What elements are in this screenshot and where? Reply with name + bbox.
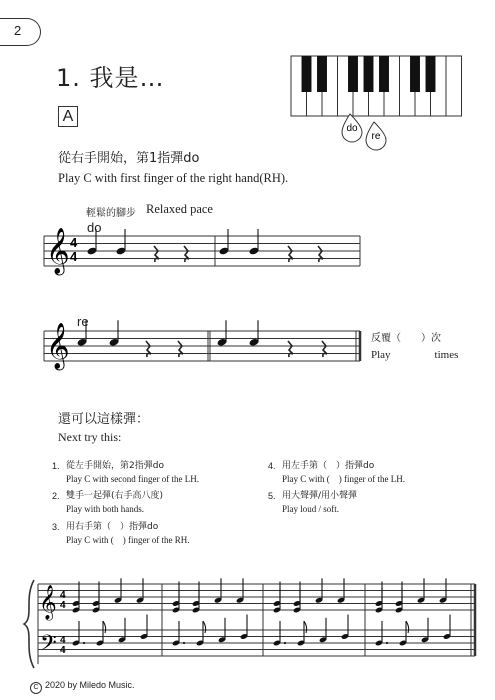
keyboard-illustration: [290, 54, 468, 142]
repeat-count-zh: 反覆（ ）次: [371, 333, 441, 344]
page-number: 2: [14, 23, 22, 38]
quarter-rest-icon: [178, 341, 183, 357]
tempo-marking-en: Relaxed pace: [146, 202, 213, 216]
grand-time-sig-bass-top: 4: [60, 635, 66, 646]
staff-2: [44, 325, 362, 369]
exercise-number: 4.: [268, 461, 276, 471]
grand-staff: [20, 578, 480, 670]
white-key: [446, 56, 462, 116]
instruction-en: Play C with first finger of the right hand(RH).: [58, 171, 289, 185]
exercise-item-5: [268, 490, 358, 516]
exercise-item-2: [52, 490, 164, 516]
exercise-en: Play C with second finger of the LH.: [66, 474, 199, 484]
grand-time-sig-treble-bottom: 4: [60, 600, 66, 611]
treble-clef-icon: 𝄞: [46, 229, 70, 273]
black-key: [317, 56, 327, 92]
page-number-tab: [0, 18, 41, 46]
quarter-rest-icon: [322, 341, 327, 357]
exercise-number: 2.: [52, 491, 60, 501]
copyright-text: 2020 by Miledo Music.: [45, 680, 135, 690]
dot: [83, 642, 85, 644]
staff2-note-label: re: [77, 314, 89, 329]
staff-2-lines: [44, 331, 360, 361]
exercise-en: Play loud / soft.: [282, 504, 340, 514]
exercise-en: Play C with ( ) finger of the RH.: [66, 535, 190, 545]
staff1-note-label: do: [87, 220, 102, 235]
time-signature-top: 4: [70, 235, 78, 250]
quarter-rest-icon: [184, 246, 189, 262]
staff-1: [44, 230, 362, 274]
treble-clef-icon: 𝄞: [39, 586, 57, 619]
copyright-icon: C: [30, 682, 42, 694]
grand-time-sig-treble-top: 4: [60, 590, 66, 601]
section-badge: A: [58, 106, 78, 127]
keyboard-white-keys: [291, 56, 462, 116]
black-key: [426, 56, 436, 92]
copyright-notice: [30, 680, 135, 694]
brace-icon: [24, 580, 34, 668]
lesson-title: 1. 我是…: [56, 64, 165, 92]
exercise-zh: 用大聲彈/用小聲彈: [282, 491, 358, 501]
bass-clef-icon: 𝄢: [40, 630, 57, 660]
tempo-marking-zh: 輕鬆的腳步: [86, 208, 136, 219]
keyboard-label-re: re: [371, 131, 381, 142]
quarter-rest-icon: [154, 246, 159, 262]
black-key: [302, 56, 312, 92]
dot: [386, 642, 388, 644]
exercise-number: 1.: [52, 461, 60, 471]
exercise-item-4: [268, 460, 405, 486]
staff-1-notes: [87, 229, 323, 262]
time-signature-bottom: 4: [70, 249, 78, 264]
exercise-zh: 雙手一起彈(右手高八度): [66, 491, 164, 501]
exercise-zh: 用左手第（ ）指彈do: [282, 461, 375, 471]
grand-staff-lines: [38, 584, 475, 656]
exercise-item-1: [52, 460, 199, 486]
black-key: [348, 56, 358, 92]
exercise-item-3: [52, 521, 190, 547]
quarter-rest-icon: [288, 246, 293, 262]
keyboard-label-do: do: [346, 123, 358, 134]
black-key: [379, 56, 389, 92]
quarter-rest-icon: [288, 341, 293, 357]
exercise-zh: 用右手第（ ）指彈do: [66, 522, 159, 532]
exercise-en: Play with both hands.: [66, 504, 144, 514]
black-key: [364, 56, 374, 92]
treble-clef-icon: 𝄞: [46, 324, 70, 368]
grand-time-sig-bass-bottom: 4: [60, 645, 66, 656]
next-heading-en: Next try this:: [58, 430, 122, 444]
quarter-rest-icon: [146, 341, 151, 357]
exercise-en: Play C with ( ) finger of the LH.: [282, 474, 405, 484]
exercise-number: 3.: [52, 522, 60, 532]
dot: [183, 642, 185, 644]
exercise-number: 5.: [268, 491, 276, 501]
exercise-zh: 從左手開始，第2指彈do: [66, 461, 164, 471]
instruction-zh: 從右手開始，第1指彈do: [58, 151, 200, 166]
keyboard-black-keys: [302, 56, 436, 92]
repeat-count-en: Play times: [371, 349, 459, 361]
black-key: [410, 56, 420, 92]
dot: [284, 642, 286, 644]
quarter-rest-icon: [318, 246, 323, 262]
next-heading-zh: 還可以這樣彈：: [58, 412, 150, 427]
